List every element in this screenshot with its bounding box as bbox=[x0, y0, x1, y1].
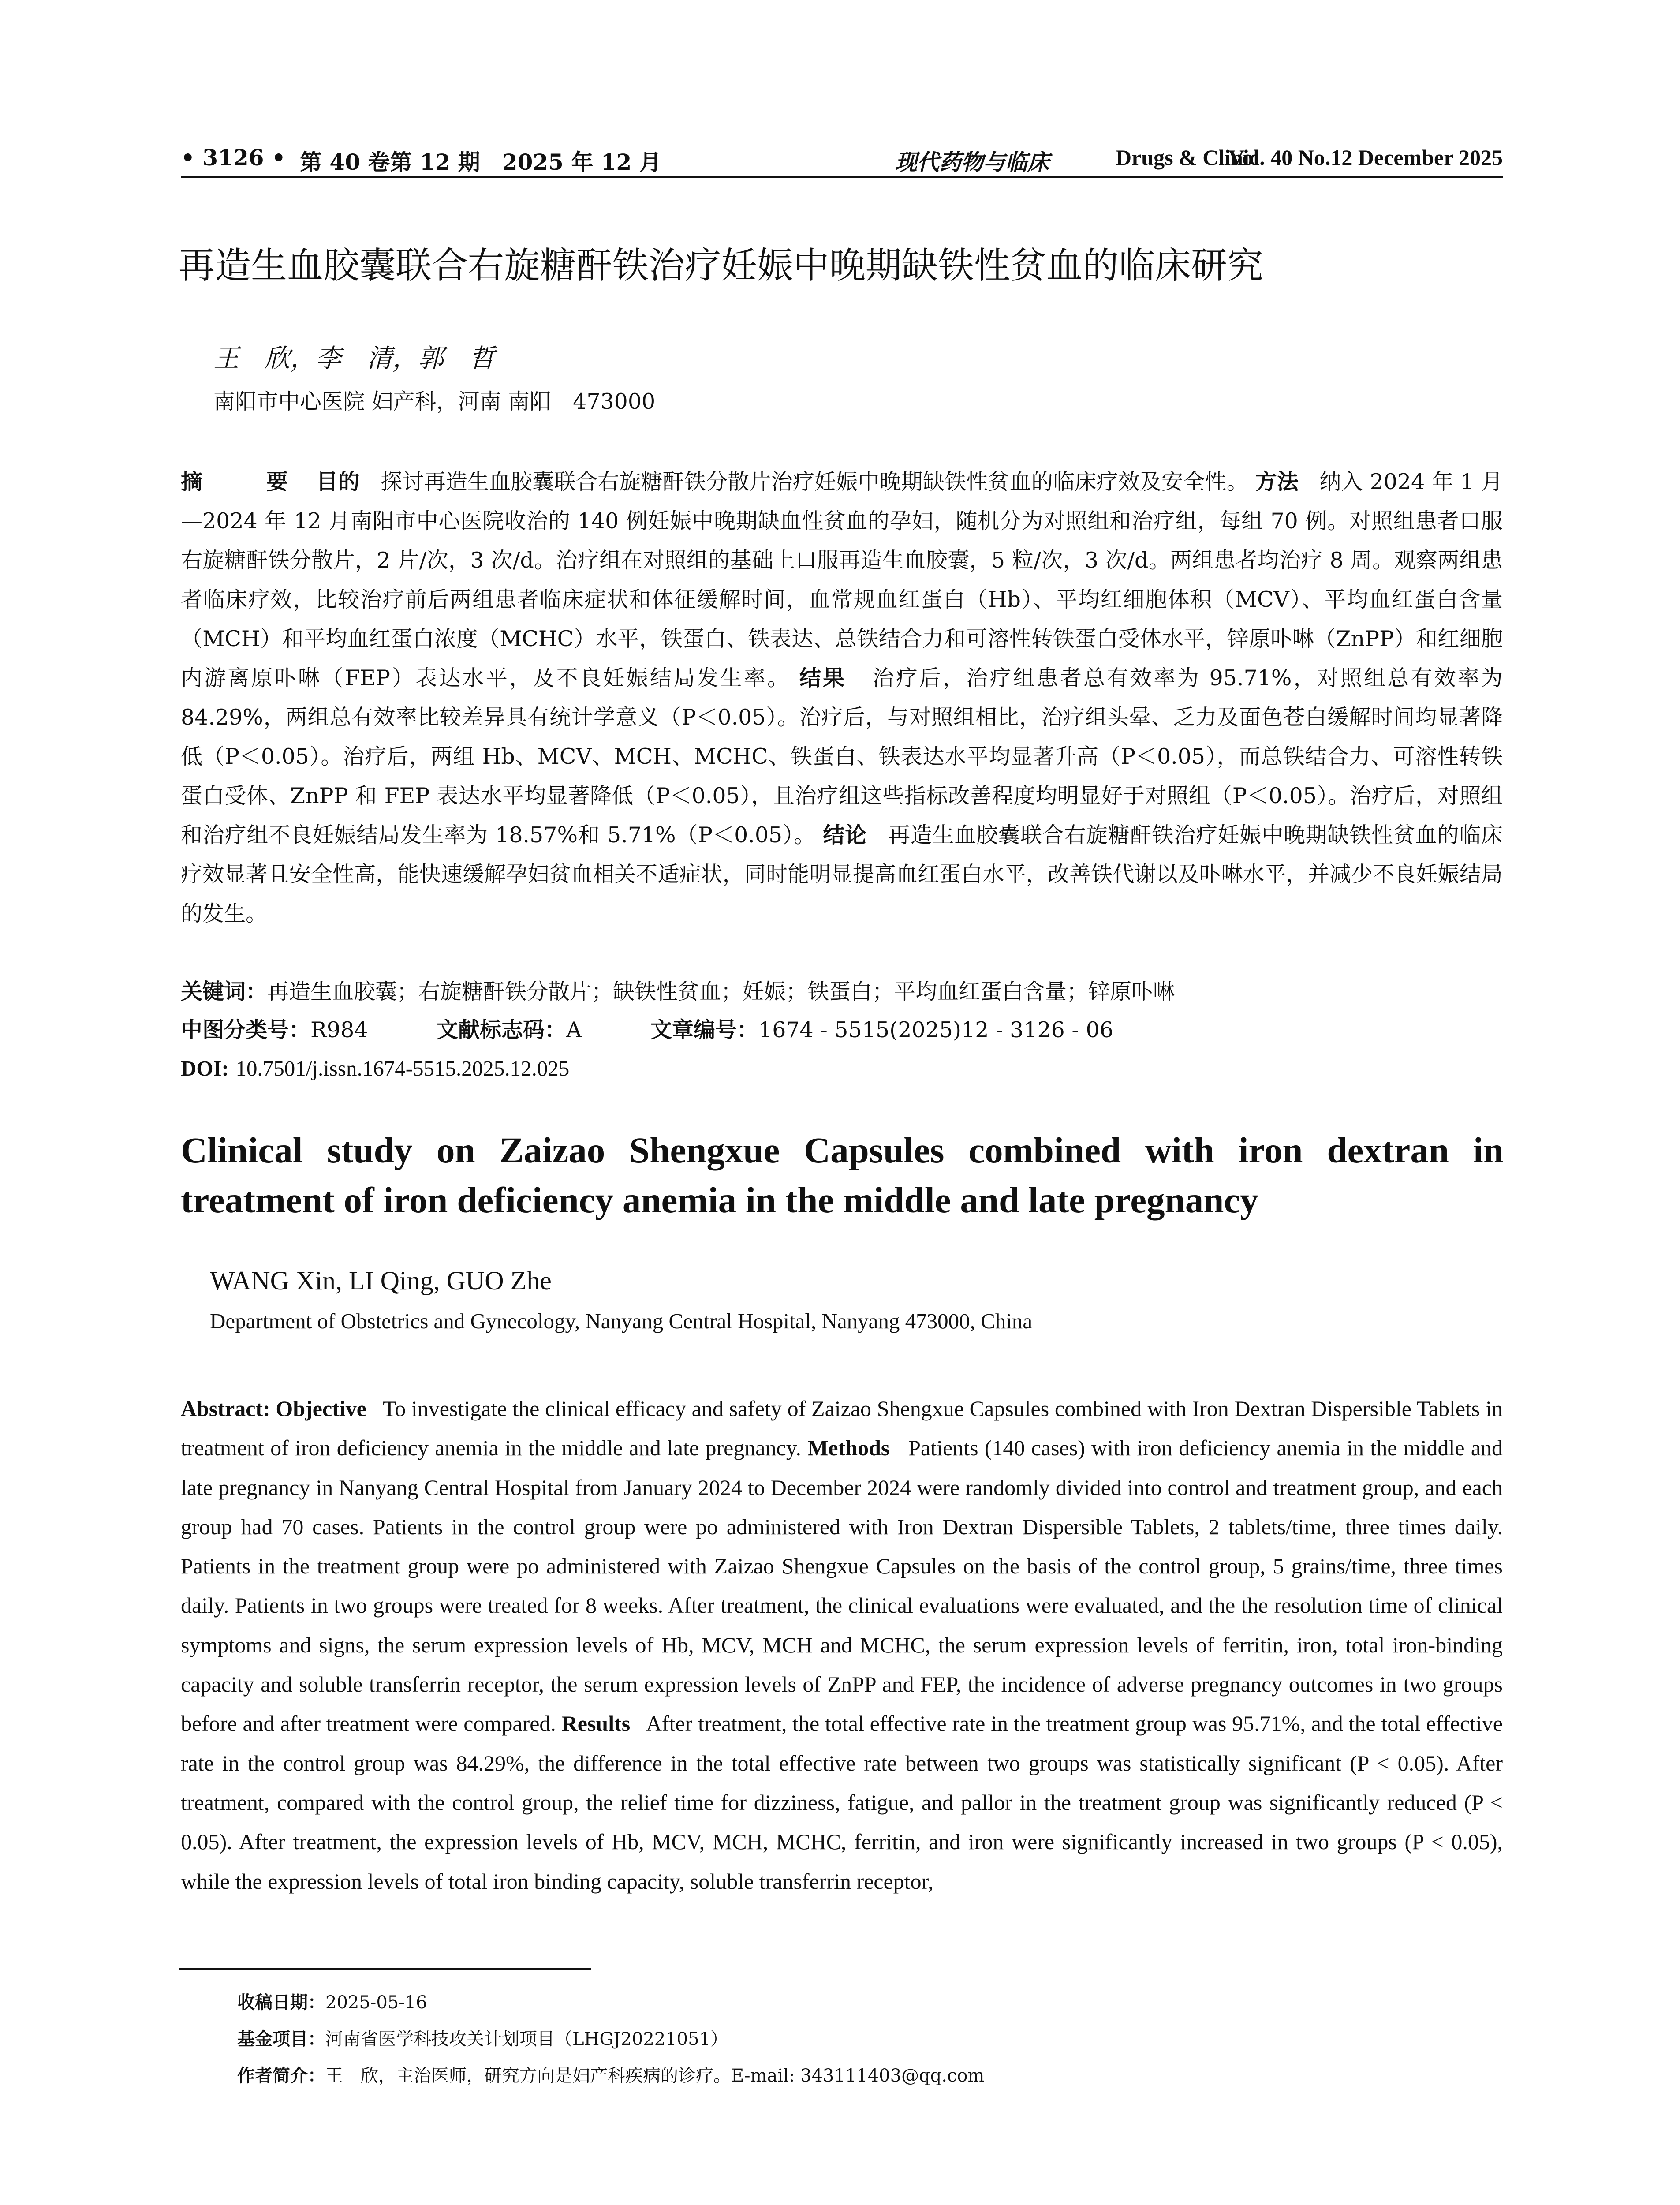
conclusion-label-cn: 结论 bbox=[823, 822, 867, 848]
abstract-en bbox=[181, 1389, 1503, 1901]
author-bio-row bbox=[237, 2058, 1503, 2094]
methods-text-en: Patients (140 cases) with iron deficiency anemia in the middle and late pregnancy in Nanyang Central Hospital from January 2024 to December 2024 were randomly divided into control and treatment group, and each group had 70 cases. Patients in the control group were po administered with Iron Dextran Dispersible Tablets, 2 tablets/time, three times daily. Patients in the treatment group were po administered with Zaizao Shengxue Capsules on the basis of the control group, 5 grains/time, three times daily. Patients in two groups were treated for 8 weeks. After treatment, the clinical evaluations were evaluated, and the the resolution time of clinical symptoms and signs, the serum expression levels of Hb, MCV, MCH and MCHC, the serum expression levels of ferritin, iron, total iron-binding capacity and soluble transferrin receptor, the serum expression levels of ZnPP and FEP, the incidence of adverse pregnancy outcomes in two groups before and after treatment were compared. bbox=[181, 1435, 1503, 1736]
received-label: 收稿日期： bbox=[237, 1992, 325, 2013]
article-number-label: 文章编号： bbox=[650, 1017, 759, 1043]
conclusion-text-cn: 再造生血胶囊联合右旋糖酐铁治疗妊娠中晚期缺铁性贫血的临床疗效显著且安全性高，能快速缓解孕妇贫血相关不适症状，同时能明显提高血红蛋白水平，改善铁代谢以及卟啉水平，并减少不良妊娠结局的发生。 bbox=[181, 822, 1503, 926]
results-label-en: Results bbox=[561, 1711, 631, 1736]
author-bio-text: 王 欣，主治医师，研究方向是妇产科疾病的诊疗。E-mail: 343111403@qq.com bbox=[325, 2066, 985, 2086]
results-label-cn: 结果 bbox=[799, 665, 847, 691]
results-text-cn: 治疗后，治疗组患者总有效率为 95.71%，对照组总有效率为 84.29%，两组总有效率比较差异具有统计学意义（P＜0.05）。治疗后，与对照组相比，治疗组头晕、乏力及面色苍白缓解时间均显著降低（P＜0.05）。治疗后，两组 Hb、MCV、MCH、MCHC、铁蛋白、铁表达水平均显著升高（P＜0.05），而总铁结合力、可溶性转铁蛋白受体、ZnPP 和 FEP 表达水平均显著降低（P＜0.05），且治疗组这些指标改善程度均明显好于对照组（P＜0.05）。治疗后，对照组和治疗组不良妊娠结局发生率为 18.57%和 5.71%（P＜0.05）。 bbox=[181, 665, 1503, 848]
article-number-value: 1674 - 5515(2025)12 - 3126 - 06 bbox=[758, 1017, 1113, 1043]
fund-row bbox=[237, 2021, 1503, 2058]
volume-info-en: Vol. 40 No.12 December 2025 bbox=[1228, 145, 1503, 170]
doc-code-label: 文献标志码： bbox=[437, 1017, 567, 1043]
results-text-en: After treatment, the total effective rate in the treatment group was 95.71%, and the total effective rate in the control group was 84.29%, the difference in the total effective rate between two groups was statistically significant (P < 0.05). After treatment, compared with the control group, the relief time for dizziness, fatigue, and pallor in the treatment group was significantly reduced (P < 0.05). After treatment, the expression levels of Hb, MCV, MCH, MCHC, ferritin, and iron were significantly increased in two groups (P < 0.05), while the expression levels of total iron binding capacity, soluble transferrin receptor, bbox=[181, 1711, 1503, 1894]
affiliation-cn: 南阳市中心医院 妇产科，河南 南阳 473000 bbox=[213, 389, 656, 414]
classification-row bbox=[181, 1011, 1503, 1049]
footnote-divider bbox=[179, 1968, 591, 1970]
issue-info-cn: 第 40 卷第 12 期 2025 年 12 月 bbox=[300, 149, 661, 175]
fund-label: 基金项目： bbox=[237, 2029, 325, 2049]
affiliation-en: Department of Obstetrics and Gynecology, Nanyang Central Hospital, Nanyang 473000, China bbox=[210, 1309, 1033, 1333]
page-number: • 3126 • bbox=[181, 145, 286, 171]
keywords-label: 关键词： bbox=[181, 979, 268, 1004]
abstract-label-cn: 摘 要 bbox=[181, 469, 310, 494]
doc-code-value: A bbox=[566, 1017, 582, 1043]
methods-label-cn: 方法 bbox=[1255, 469, 1299, 494]
journal-name-en: Drugs & Clinic bbox=[1116, 145, 1259, 170]
doi-link[interactable]: 10.7501/j.issn.1674-5515.2025.12.025 bbox=[235, 1056, 570, 1080]
abstract-objective-label-en: Abstract: Objective bbox=[181, 1396, 366, 1421]
objective-label-cn: 目的 bbox=[316, 469, 360, 494]
keywords-text: 再造生血胶囊；右旋糖酐铁分散片；缺铁性贫血；妊娠；铁蛋白；平均血红蛋白含量；锌原卟啉 bbox=[267, 979, 1175, 1004]
clc-label: 中图分类号： bbox=[181, 1017, 311, 1043]
received-date-row bbox=[237, 1984, 1503, 2021]
journal-name-cn: 现代药物与临床 bbox=[895, 149, 1049, 175]
running-header bbox=[181, 140, 1503, 178]
keywords-row bbox=[181, 972, 1503, 1011]
clc-value: R984 bbox=[310, 1017, 368, 1043]
methods-text-cn: 纳入 2024 年 1 月—2024 年 12 月南阳市中心医院收治的 140 例妊娠中晚期缺血性贫血的孕妇，随机分为对照组和治疗组，每组 70 例。对照组患者口服右旋糖酐铁分散片，2 片/次，3 次/d。治疗组在对照组的基础上口服再造生血胶囊，5 粒/次，3 次/d。两组患者均治疗 8 周。观察两组患者临床疗效，比较治疗前后两组患者临床症状和体征缓解时间，血常规血红蛋白（Hb）、平均红细胞体积（MCV）、平均血红蛋白含量（MCH）和平均血红蛋白浓度（MCHC）水平，铁蛋白、铁表达、总铁结合力和可溶性转铁蛋白受体水平，锌原卟啉（ZnPP）和红细胞内游离原卟啉（FEP）表达水平，及不良妊娠结局发生率。 bbox=[181, 469, 1503, 691]
received-date: 2025-05-16 bbox=[325, 1992, 427, 2013]
methods-label-en: Methods bbox=[807, 1435, 890, 1461]
doi-row bbox=[181, 1049, 1503, 1088]
objective-text-en: To investigate the clinical efficacy and safety of Zaizao Shengxue Capsules combined with Iron Dextran Dispersible Tablets in treatment of iron deficiency anemia in the middle and late pregnancy. bbox=[181, 1396, 1503, 1461]
article-metadata bbox=[181, 972, 1503, 1088]
authors-en: WANG Xin, LI Qing, GUO Zhe bbox=[210, 1266, 552, 1295]
fund-text: 河南省医学科技攻关计划项目（LHGJ20221051） bbox=[325, 2029, 728, 2049]
objective-text-cn: 探讨再造生血胶囊联合右旋糖酐铁分散片治疗妊娠中晚期缺铁性贫血的临床疗效及安全性。 bbox=[381, 469, 1248, 494]
doi-label: DOI: bbox=[181, 1056, 229, 1080]
article-title-en: Clinical study on Zaizao Shengxue Capsules combined with iron dextran in treatment of iron deficiency anemia in the middle and late pregnancy bbox=[181, 1130, 1504, 1220]
article-title-cn: 再造生血胶囊联合右旋糖酐铁治疗妊娠中晚期缺铁性贫血的临床研究 bbox=[179, 245, 1264, 287]
authors-cn: 王 欣，李 清，郭 哲 bbox=[213, 343, 495, 373]
author-bio-label: 作者简介： bbox=[237, 2066, 325, 2086]
footnotes bbox=[237, 1984, 1503, 2094]
abstract-cn bbox=[181, 462, 1503, 933]
